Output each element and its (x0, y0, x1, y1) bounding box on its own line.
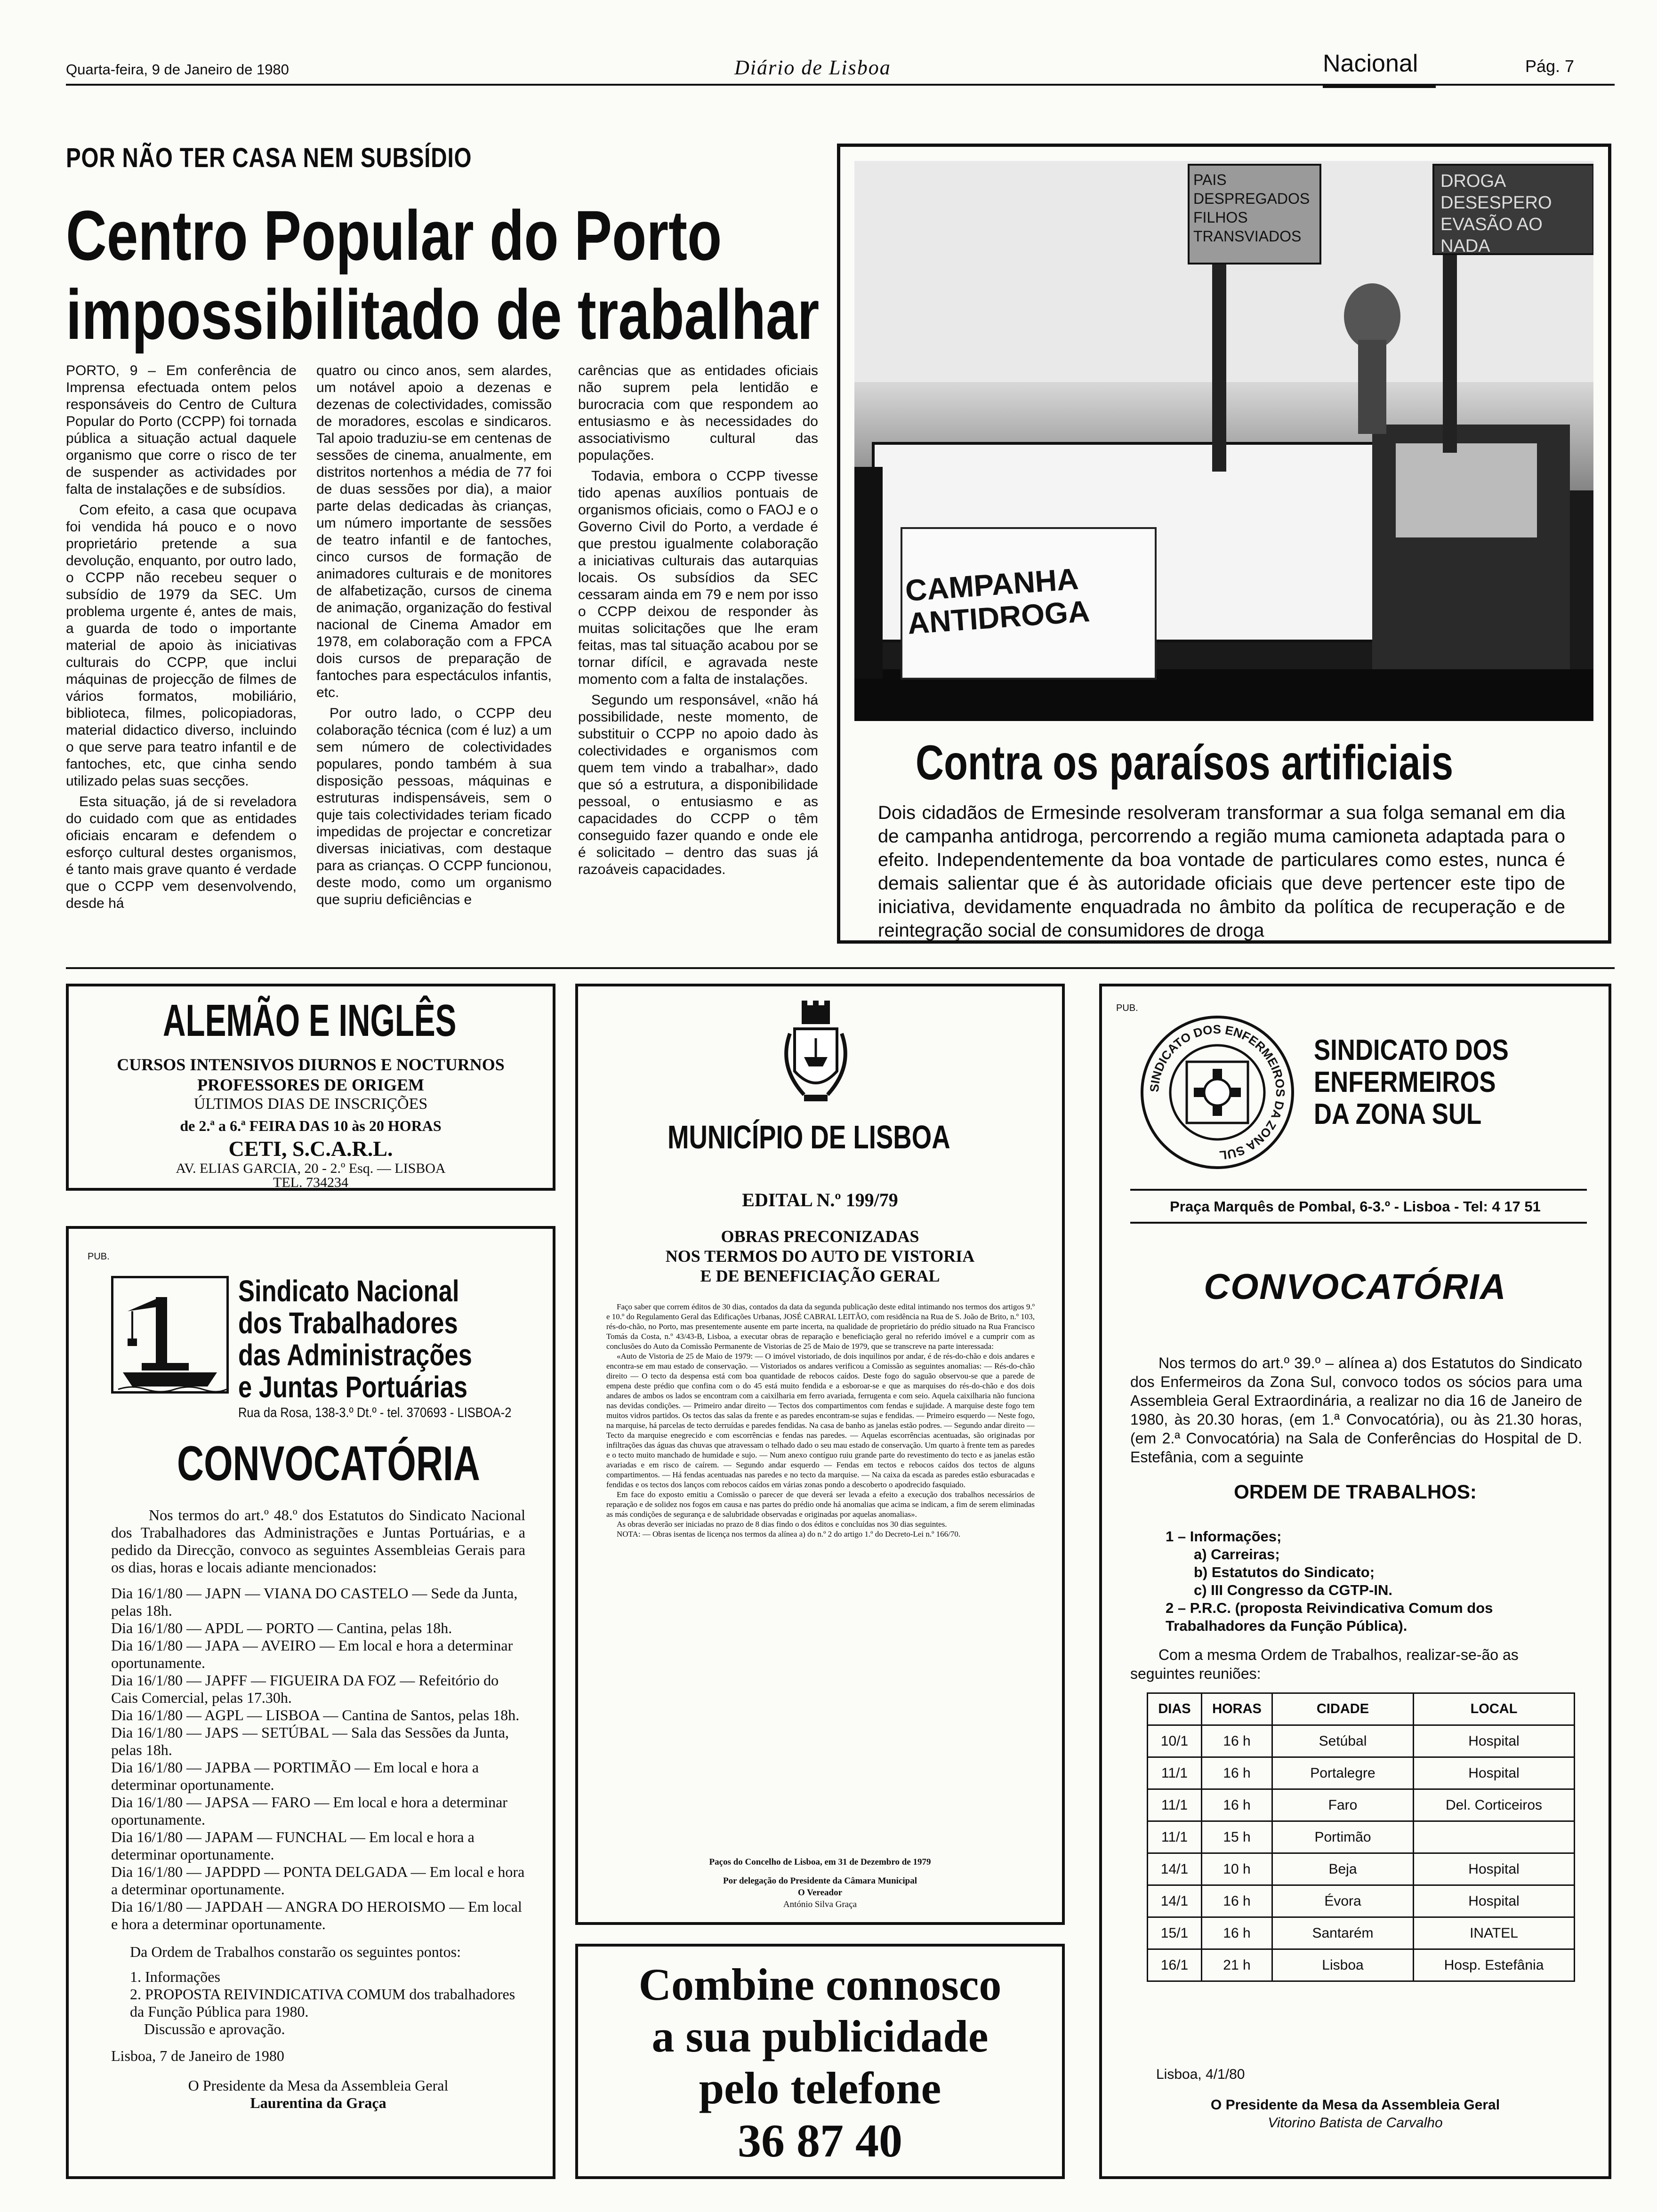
ad-nurses-address: Praça Marquês de Pombal, 6-3.º - Lisboa - Tel: 4 17 51 (1170, 1198, 1541, 1215)
section-name: Nacional (1323, 50, 1418, 77)
meeting-item: Dia 16/1/80 — JAPAM — FUNCHAL — Em local e hora a determinar oportunamente. (111, 1828, 475, 1863)
col-header-place: LOCAL (1414, 1693, 1575, 1725)
ad-lang-company: CETI, S.C.A.R.L. (228, 1137, 393, 1161)
meeting-item: Dia 16/1/80 — JAPSA — FARO — Em local e hora a determinar oportunamente. (111, 1794, 507, 1828)
lisbon-coat-of-arms (776, 1001, 856, 1114)
ad-ports-name-3: das Administrações (238, 1338, 472, 1372)
ad-advertising-phone (575, 1944, 1065, 2179)
article-column-1: PORTO, 9 – Em conferência de Imprensa efectuada ontem pelos responsáveis do Centro de Cultura Popular do Porto (CCPP) foi tornada pública a situação actual daquele organismo que corre o risco de ter de suspender as actividades por falta de instalações e de subsídios. Com efeito, a casa que ocupava foi vendida há pouco e o novo proprietário pretende a sua devolução, enquanto, por outro lado, o CCPP não recebeu sequer o subsídio de 1979 da SEC. Um problema urgente é, antes de mais, a guarda de todo o importante material de apoio às iniciativas culturais do CCPP, que inclui máquinas de projecção de filmes de vários formatos, mobiliário, biblioteca, filmes, policopiadoras, material didactico diverso, incluindo o que serve para teatro infantil e de fantoches, etc, que cinha sendo utilizado pelas suas secções. Esta situação, já de si reveladora do cuidado com que as entidades oficiais encaram e defendem o esforço cultural destes organismos, é tanto mais grave quanto é verdade que o CCPP vem desenvolvendo, desde há (66, 363, 297, 911)
edital-sub-2: NOS TERMOS DO AUTO DE VISTORIA (665, 1247, 975, 1266)
ad-lang-phone: TEL. 734234 (273, 1175, 348, 1190)
nurses-rule-top (1130, 1189, 1587, 1191)
meeting-item: Dia 16/1/80 — JAPA — AVEIRO — Em local e hora a determinar oportunamente. (111, 1637, 513, 1671)
ad-lang-title: ALEMÃO E INGLÊS (163, 995, 457, 1046)
photo-sign-drugs: DROGA DESESPERO EVASÃO AO NADA (1440, 171, 1552, 256)
ad-ports-title: CONVOCATÓRIA (177, 1436, 481, 1491)
table-row: 15/1 16 h Santarém INATEL (1148, 1917, 1575, 1949)
ad-language-courses (66, 984, 555, 1191)
photo-sign-parents: PAIS DESPREGADOS FILHOS TRANSVIADOS (1193, 171, 1310, 245)
mid-rule (66, 967, 1615, 969)
ad-municipal-notice (575, 984, 1065, 1925)
table-row: 11/1 16 h Portalegre Hospital (1148, 1757, 1575, 1789)
ad-nurses-agenda-title: ORDEM DE TRABALHOS: (1234, 1481, 1477, 1503)
article-column-2: quatro ou cinco anos, sem alardes, um notável apoio a dezenas e dezenas de colectividades, comissão de moradores, escolas e sindicaros. Tal apoio traduziu-se em centenas de sessões de cinema, anualmente, em distritos nortenhos a média de 77 foi de duas sessões por dia), a maior parte delas dedicadas às crianças, um número importante de sessões de teatro infantil e de fantoches, cinco cursos de formação de animadores culturais e de monitores de alfabetização, cursos de cinema de animação, organização do festival nacional de Cinema Amador em 1978, em colaboração com a FPCA dois cursos de preparação de fantoches para espectáculos infantis, etc. Por outro lado, o CCPP deu colaboração técnica (com é luz) a um sem número de colectividades populares, pondo também à sua disposição pessoas, máquinas e estruturas indispensáveis, sem o quje tais colectividades teriam ficado impedidas de projectar e concretizar diversas iniciativas, com destaque para as crianças. O CCPP funcionou, deste modo, como um organismo que supriu deficiências e (316, 363, 552, 907)
ad-nurses-sign-1: O Presidente da Mesa da Assembleia Geral (1210, 2097, 1500, 2113)
ad-phone-line2: a sua publicidade (652, 2011, 989, 2061)
ad-lang-address: AV. ELIAS GARCIA, 20 - 2.º Esq. — LISBOA (176, 1161, 446, 1176)
table-row: 14/1 10 h Beja Hospital (1148, 1853, 1575, 1885)
nurses-seal (1137, 1012, 1297, 1172)
edital-body: Faço saber que correm éditos de 30 dias, contados da data da segunda publicação deste edital intimando nos termos dos artigos 9.º e 10.º do Regulamento Geral das Edificações Urbanas, JOSÉ CABRAL LEITÃO, com residência na Rua de S. João de Brito, n.º 103, rés-do-chão, no Porto, mas presentemente ausente em parte incerta, na qualidade de proprietário do prédio situado na Rua Francisco Tomás da Costa, n.º 43/43-B, Lisboa, a executar obras de reparação e beneficiação geral no referido imóvel e a cumprir com as conclusões do Auto da Comissão Permanente de Vistorias de 25 de Maio de 1979, que se transcreve na parte interessada: «Auto de Vistoria de 25 de Maio de 1979: — O imóvel vistoriado, de dois inquilinos por andar, é de rés-do-chão e dois andares e encontra-se em mau estado de conservação. — Vistoriados os andares verificou a Comissão as seguintes anomalias: — Rés-do-chão direito — O tecto da despensa está com boa quantidade de rebocos caídos. Deste fogo do saguão observou-se que a parede de empena deste prédio que confina com o do 45 está muito fendida e a esboroar-se e que as marquises do rés-do-chão e dos dois andares de ambos os lados se encontram com a caixilharia em ferro avariada, ferrugenta e com seio. Aquela caixilharia não funciona nas devidas condições. — Primeiro andar direito — Tectos dos compartimentos com fendas e sujidade. A marquise deste fogo tem muitos vidros partidos. Os tectos das salas da frente e as paredes encontram-se sujas e fendidas. — Primeiro esquerdo — Neste fogo, na marquise, há parcelas de tecto derruídas e paredes fendidas. Na casa de banho as janelas estão podres. — Segundo andar direito — Tecto da marquise enegrecido e com escorrências e fendas nas paredes. — Aquelas escorrências acentuadas, são originadas por infiltrações das águas das chuvas que atravessam o telhado dado o seu mau estado de conservação. Um quarto à frente tem as paredes e o tecto muito manchado de humidade e sujo. — Num anexo contíguo ruiu grande parte do revestimento do tecto e as janelas estão avariadas e em risco de caírem. — Segundo andar esquerdo — Fendas em tectos e rebocos caídos dos tectos de alguns compartimentos. — Há fendas acentuadas nas paredes e no tecto da marquise. — Na caixa da escada as paredes estão esburacadas e fendidas e os tectos dos lanços com rebocos caídos em várias zonas pondo a descoberto o apodrecido fasquiado. Em face do exposto emitiu a Comissão o parecer de que deverá ser levada a efeito a execução dos trabalhos necessários de reparação e de solidez nos fogos em causa e nas partes do prédio onde há anomalias que acima se indicam, a fim de serem eliminadas as más condições de segurança e de salubridade observadas e originadas por aquelas anomalias». As obras deverão ser iniciadas no prazo de 8 dias findo o dos éditos e concluídas nos 30 dias seguintes. NOTA: — Obras isentas de licença nos termos da alínea a) do n.º 2 do artigo 1.º do Decreto-Lei n.º 166/70. (606, 1302, 1035, 1539)
meetings-table (1147, 1692, 1575, 1982)
meeting-item: Dia 16/1/80 — AGPL — LISBOA — Cantina de Santos, pelas 18h. (111, 1707, 520, 1723)
edital-number: EDITAL N.º 199/79 (742, 1189, 898, 1210)
edital-role: O Vereador (797, 1888, 843, 1898)
ad-nurses-title: CONVOCATÓRIA (1204, 1267, 1507, 1307)
table-row: 14/1 16 h Évora Hospital (1148, 1885, 1575, 1917)
meeting-item: Dia 16/1/80 — JAPN — VIANA DO CASTELO — Sede da Junta, pelas 18h. (111, 1585, 518, 1619)
ad-nurses-name-1: SINDICATO DOS (1314, 1034, 1509, 1066)
seal-ring-text: SINDICATO DOS ENFERMEIROS DA ZONA SUL (1147, 1022, 1288, 1163)
photo-banner: CAMPANHA ANTIDROGA (904, 561, 1091, 641)
col-header-days: DIAS (1148, 1693, 1202, 1725)
ad-ports-pub: PUB. (88, 1251, 110, 1262)
table-row: 10/1 16 h Setúbal Hospital (1148, 1725, 1575, 1757)
ad-nurses-name-2: ENFERMEIROS (1314, 1066, 1496, 1098)
photo-feature (837, 144, 1611, 944)
meeting-item: Dia 16/1/80 — JAPFF — FIGUEIRA DA FOZ — Refeitório do Cais Comercial, pelas 17.30h. (111, 1672, 499, 1706)
edital-delegation: Por delegação do Presidente da Câmara Municipal (723, 1876, 917, 1886)
ad-lang-line3: ÚLTIMOS DIAS DE INSCRIÇÕES (193, 1095, 428, 1113)
photo-caption: Dois cidadãos de Ermesinde resolveram transformar a sua folga semanal em dia de campanha antidroga, percorrendo a região muma camioneta adaptada para o efeito. Independentemente da boa vontade de particulares como estes, nunca é demais salientar que é às autoridade oficiais que deve pertencer este tipo de iniciativa, devidamente enquadrada no âmbito da política de recuperação e de reintegração social de consumidores de droga (878, 802, 1565, 941)
ad-nurses-date: Lisboa, 4/1/80 (1156, 2067, 1245, 2082)
page-number: Pág. 7 (1525, 56, 1575, 76)
masthead: Diário de Lisboa (734, 56, 891, 79)
kicker: POR NÃO TER CASA NEM SUBSÍDIO (66, 143, 472, 173)
crane-logo (111, 1276, 229, 1394)
ad-lang-line4: de 2.ª a 6.ª FEIRA DAS 10 às 20 HORAS (180, 1117, 442, 1134)
ad-nurses-also: Com a mesma Ordem de Trabalhos, realizar-se-ão as seguintes reuniões: (1130, 1646, 1519, 1682)
ad-ports-name-1: Sindicato Nacional (238, 1274, 459, 1308)
news-photo (854, 161, 1593, 721)
crane-icon (113, 1278, 226, 1391)
ad-nurses-union (1099, 984, 1611, 2179)
meeting-item: Dia 16/1/80 — JAPDAH — ANGRA DO HEROISMO — Em local e hora a determinar oportunamente. (111, 1898, 522, 1932)
ad-lang-line2: PROFESSORES DE ORIGEM (197, 1075, 425, 1094)
ad-nurses-sign-2: Vitorino Batista de Carvalho (1268, 2115, 1443, 2131)
edital-signatory: António Silva Graça (783, 1899, 857, 1909)
ad-ports-address: Rua da Rosa, 138-3.º Dt.º - tel. 370693 - LISBOA-2 (238, 1405, 512, 1420)
nurses-seal-icon (1137, 1012, 1297, 1172)
ad-muni-title: MUNICÍPIO DE LISBOA (668, 1119, 950, 1155)
ad-nurses-pub: PUB. (1116, 1003, 1138, 1013)
col-header-hours: HORAS (1202, 1693, 1272, 1725)
table-row: 11/1 15 h Portimão (1148, 1821, 1575, 1853)
issue-date: Quarta-feira, 9 de Janeiro de 1980 (66, 61, 289, 78)
photo-headline: Contra os paraísos artificiais (916, 736, 1454, 790)
ad-ports-name-4: e Juntas Portuárias (238, 1370, 468, 1404)
ad-nurses-agenda: 1 – Informações; a) Carreiras; b) Estatutos do Sindicato; c) III Congresso da CGTP-IN. 2 – P.R.C. (proposta Reivindicativa Comum dos Trabalhadores da Função Pública). (1166, 1528, 1493, 1634)
meeting-item: Dia 16/1/80 — JAPBA — PORTIMÃO — Em local e hora a determinar oportunamente. (111, 1759, 479, 1793)
table-row: 11/1 16 h Faro Del. Corticeiros (1148, 1789, 1575, 1821)
ad-lang-line1: CURSOS INTENSIVOS DIURNOS E NOCTURNOS (117, 1055, 505, 1074)
nurses-rule-bottom (1130, 1222, 1587, 1224)
header-rule (66, 84, 1615, 86)
ad-nurses-intro: Nos termos do art.º 39.º – alínea a) dos Estatutos do Sindicato dos Enfermeiros da Zona Sul, convoco todos os sócios para uma Assembleia Geral Extraordinária, a realizar no dia 16 de Janeiro de 1980, às 20.30 horas, (em 1.ª Convocatória), ou às 21.30 horas, (em 2.ª Convocatória) na Sala de Conferências do Hospital de D. Estefânia, com a seguinte (1130, 1354, 1582, 1466)
ad-phone-number: 36 87 40 (738, 2115, 902, 2167)
article-column-3: carências que as entidades oficiais não suprem pela lentidão e burocracia com que respondem ao entusiasmo e às necessidades do associativismo cultural das populações. Todavia, embora o CCPP tivesse tido apenas auxílios pontuais de organismos oficiais, como o FAOJ e o Governo Civil do Porto, a verdade é que prestou igualmente colaboração a iniciativas culturais das autarquias locais. Os subsídios da SEC cessaram ainda em 79 e nem por isso o CCPP deixou de responder às muitas solicitações que lhe eram feitas, mas tal situação acabou por se tornar difícil, e agravada neste momento com a falta de instalações. Segundo um responsável, «não há possibilidade, neste momento, de substituir o CCPP no apoio dado às colectividades e organismos com quem tem vindo a trabalhar», dado que só a estrutura, a disponibilidade pessoal, o entusiasmo e as capacidades do CCPP o têm conseguido fazer quando e onde ele é solicitado – dentro das suas já razoáveis capacidades. (578, 363, 818, 877)
ad-ports-name-2: dos Trabalhadores (238, 1306, 458, 1340)
ad-port-workers-union (66, 1226, 555, 2179)
ad-phone-line1: Combine connosco (638, 1959, 1002, 2010)
table-row: 16/1 21 h Lisboa Hosp. Estefânia (1148, 1949, 1575, 1981)
col-header-city: CIDADE (1272, 1693, 1414, 1725)
edital-sub-3: E DE BENEFICIAÇÃO GERAL (700, 1266, 940, 1285)
meeting-item: Dia 16/1/80 — APDL — PORTO — Cantina, pelas 18h. (111, 1619, 452, 1636)
table-header-row (1148, 1693, 1575, 1725)
edital-sub-1: OBRAS PRECONIZADAS (721, 1227, 919, 1246)
headline-line-1: Centro Popular do Porto (66, 196, 722, 275)
meeting-item: Dia 16/1/80 — JAPS — SETÚBAL — Sala das Sessões da Junta, pelas 18h. (111, 1724, 509, 1758)
ad-phone-line3: pelo telefone (699, 2063, 941, 2113)
edital-place: Paços do Concelho de Lisboa, em 31 de Dezembro de 1979 (709, 1857, 931, 1867)
ad-nurses-name-3: DA ZONA SUL (1314, 1098, 1482, 1130)
ad-ports-body: Nos termos do art.º 48.º dos Estatutos do Sindicato Nacional dos Trabalhadores das Administrações e Juntas Portuárias, e a pedido da Direcção, convoco as seguintes Assembleias Gerais para os dias, horas e locais adiante mencionados: Dia 16/1/80 — JAPN — VIANA DO CASTELO — Sede da Junta, pelas 18h. Dia 16/1/80 — APDL — PORTO — Cantina, pelas 18h. Dia 16/1/80 — JAPA — AVEIRO — Em local e hora a determinar oportunamente. Dia 16/1/80 — JAPFF — FIGUEIRA DA FOZ — Refeitório do Cais Comercial, pelas 17.30h. Dia 16/1/80 — AGPL — LISBOA — Cantina de Santos, pelas 18h. Dia 16/1/80 — JAPS — SETÚBAL — Sala das Sessões da Junta, pelas 18h. Dia 16/1/80 — JAPBA — PORTIMÃO — Em local e hora a determinar oportunamente. Dia 16/1/80 — JAPSA — FARO — Em local e hora a determinar oportunamente. Dia 16/1/80 — JAPAM — FUNCHAL — Em local e hora a determinar oportunamente. Dia 16/1/80 — JAPDPD — PONTA DELGADA — Em local e hora a determinar oportunamente. Dia 16/1/80 — JAPDAH — ANGRA DO HEROISMO — Em local e hora a determinar oportunamente. Da Ordem de Trabalhos constarão os seguintes pontos: 1. Informações 2. PROPOSTA REIVINDICATIVA COMUM dos trabalhadores da Função Pública para 1980. Discussão e aprovação. Lisboa, 7 de Janeiro de 1980 O Presidente da Mesa da Assembleia Geral Laurentina da Graça (111, 1507, 525, 2111)
coat-of-arms-icon (776, 1001, 856, 1114)
meeting-item: Dia 16/1/80 — JAPDPD — PONTA DELGADA — Em local e hora a determinar oportunamente. (111, 1863, 525, 1898)
headline-line-2: impossibilitado de trabalhar (66, 275, 820, 354)
